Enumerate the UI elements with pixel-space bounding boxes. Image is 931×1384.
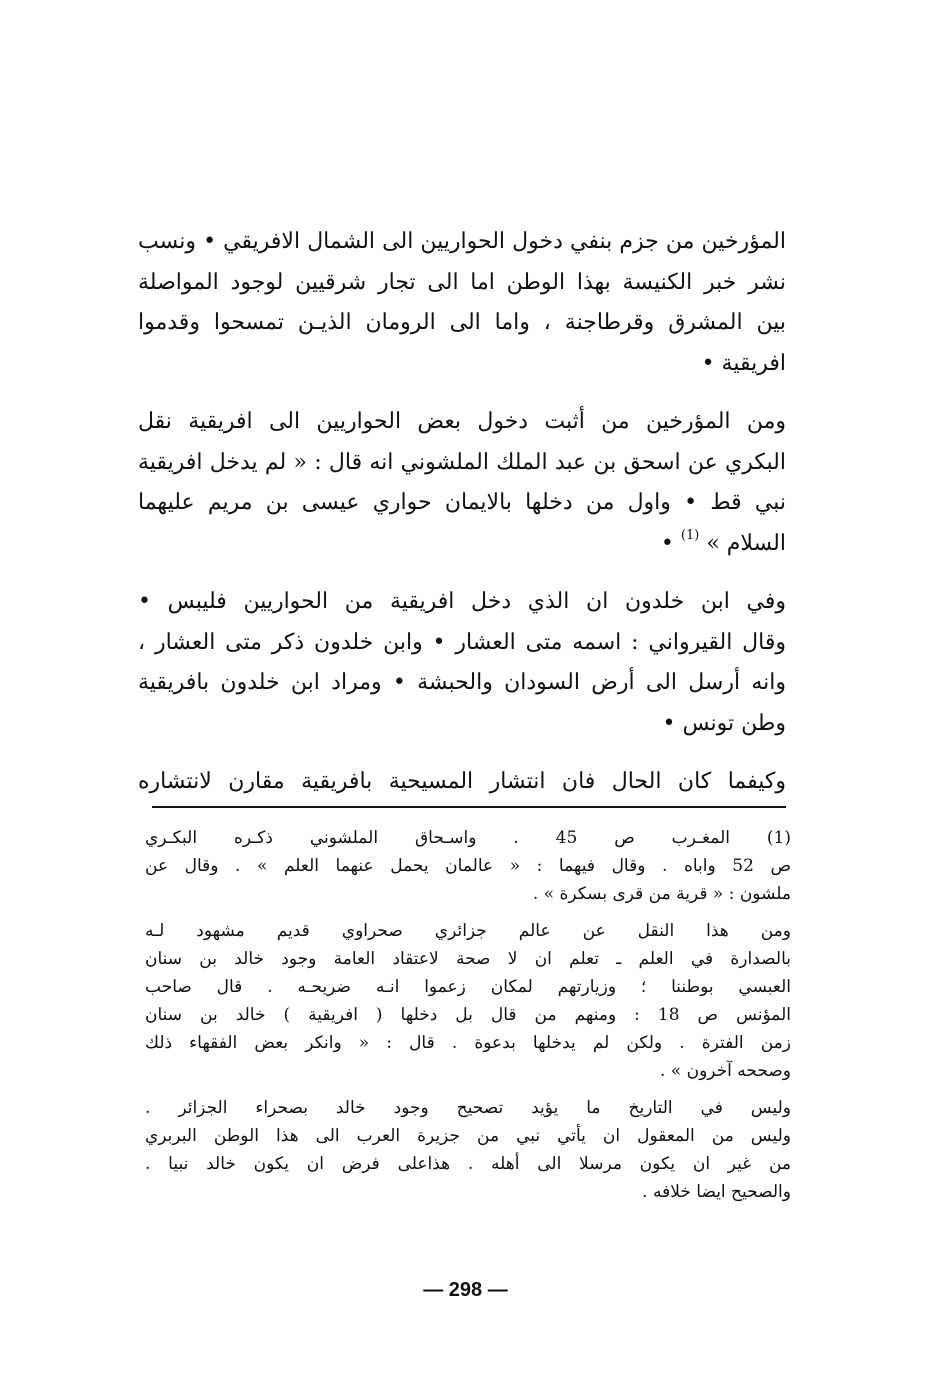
text-line: وقال القيرواني : اسمه متى العشار • وابن خلدون ذكر متى العشار ،	[138, 629, 786, 655]
footnote-paragraph-2	[145, 917, 791, 1085]
footnote-reference: (1)	[680, 527, 700, 543]
paragraph-1	[138, 222, 786, 384]
footnote-paragraph-3	[145, 1094, 791, 1206]
footnote-line: العبسي بوطننا ؛ وزيارتهم لمكان زعموا انـه ضريحـه . قال صاحب	[145, 977, 791, 997]
paragraph-gap	[138, 384, 786, 402]
paragraph-3	[138, 582, 786, 744]
footnote-line: وليس في التاريخ ما يؤيد تصحيح وجود خالد بصحراء الجزائر .	[145, 1098, 791, 1118]
footnote-line: من غير ان يكون مرسلا الى أهله . هذاعلى فرض ان يكون خالد نبيا .	[145, 1154, 791, 1174]
text-fragment: •	[660, 530, 674, 556]
paragraph-gap	[138, 744, 786, 762]
text-line: المؤرخين من جزم بنفي دخول الحواريين الى الشمال الافريقي • ونسب	[138, 229, 786, 254]
text-line: وانه أرسل الى أرض السودان والحبشة • ومراد ابن خلدون بافريقية	[138, 670, 786, 695]
footnote-1	[145, 824, 791, 908]
main-text	[138, 222, 786, 803]
footnote-line: وليس من المعقول ان يأتي نبي من جزيرة العرب الى هذا الوطن البربري	[145, 1126, 791, 1146]
footnote-gap	[145, 1085, 791, 1094]
footnote-line: بالصدارة في العلم ـ تعلم ان لا صحة لاعتقاد العامة وجود خالد بن سنان	[145, 949, 791, 969]
text-line	[138, 524, 786, 565]
paragraph-gap	[138, 564, 786, 582]
text-line: وفي ابن خلدون ان الذي دخل افريقية من الحواريين فليبس •	[138, 589, 786, 614]
footnote-line: زمن الفترة . ولكن لم يدخلها بدعوة . قال : « وانكر بعض الفقهاء ذلك	[145, 1033, 791, 1053]
text-line: وكيفما كان الحال فان انتشار المسيحية بافريقية مقارن لانتشاره	[138, 769, 786, 794]
footnote-separator-line	[152, 806, 786, 808]
paragraph-2	[138, 402, 786, 564]
text-line: افريقية •	[701, 350, 786, 376]
text-fragment: السلام »	[706, 530, 786, 556]
footnote-gap	[145, 908, 791, 917]
text-line: وطن تونس •	[662, 710, 786, 736]
footnote-line: وصححه آخرون » .	[659, 1061, 791, 1081]
footnote-line: المؤنس ص 18 : ومنهم من قال بل دخلها ( افريقية ) خالد بن سنان	[145, 1005, 791, 1025]
footnote-line: (1) المغـرب ص 45 . واسـحاق الملشوني ذكـره البكـري	[145, 828, 791, 848]
text-line: ومن المؤرخين من أثبت دخول بعض الحواريين الى افريقية نقل	[138, 409, 786, 434]
footnotes-section	[145, 824, 791, 1206]
paragraph-4	[138, 762, 786, 803]
footnote-line: والصحيح ايضا خلافه .	[642, 1182, 791, 1202]
footnote-line: ملشون : « قرية من قرى بسكرة » .	[532, 884, 791, 904]
text-line: نبي قط • واول من دخلها بالايمان حواري عيسى بن مريم عليهما	[138, 490, 786, 515]
page-number: — 298 —	[423, 1279, 508, 1301]
text-line: بين المشرق وقرطاجنة ، واما الى الرومان الذيـن تمسحوا وقدموا	[138, 310, 786, 335]
footnote-line: ص 52 واباه . وقال فيهما : « عالمان يحمل عنهما العلم » . وقال عن	[145, 856, 791, 876]
text-line: البكري عن اسحق بن عبد الملك الملشوني انه قال : « لم يدخل افريقية	[138, 449, 786, 475]
footnote-line: ومن هذا النقل عن عالم جزائري صحراوي قديم مشهود لـه	[145, 921, 791, 941]
text-line: نشر خبر الكنيسة بهذا الوطن اما الى تجار شرقيين لوجود المواصلة	[138, 269, 786, 295]
